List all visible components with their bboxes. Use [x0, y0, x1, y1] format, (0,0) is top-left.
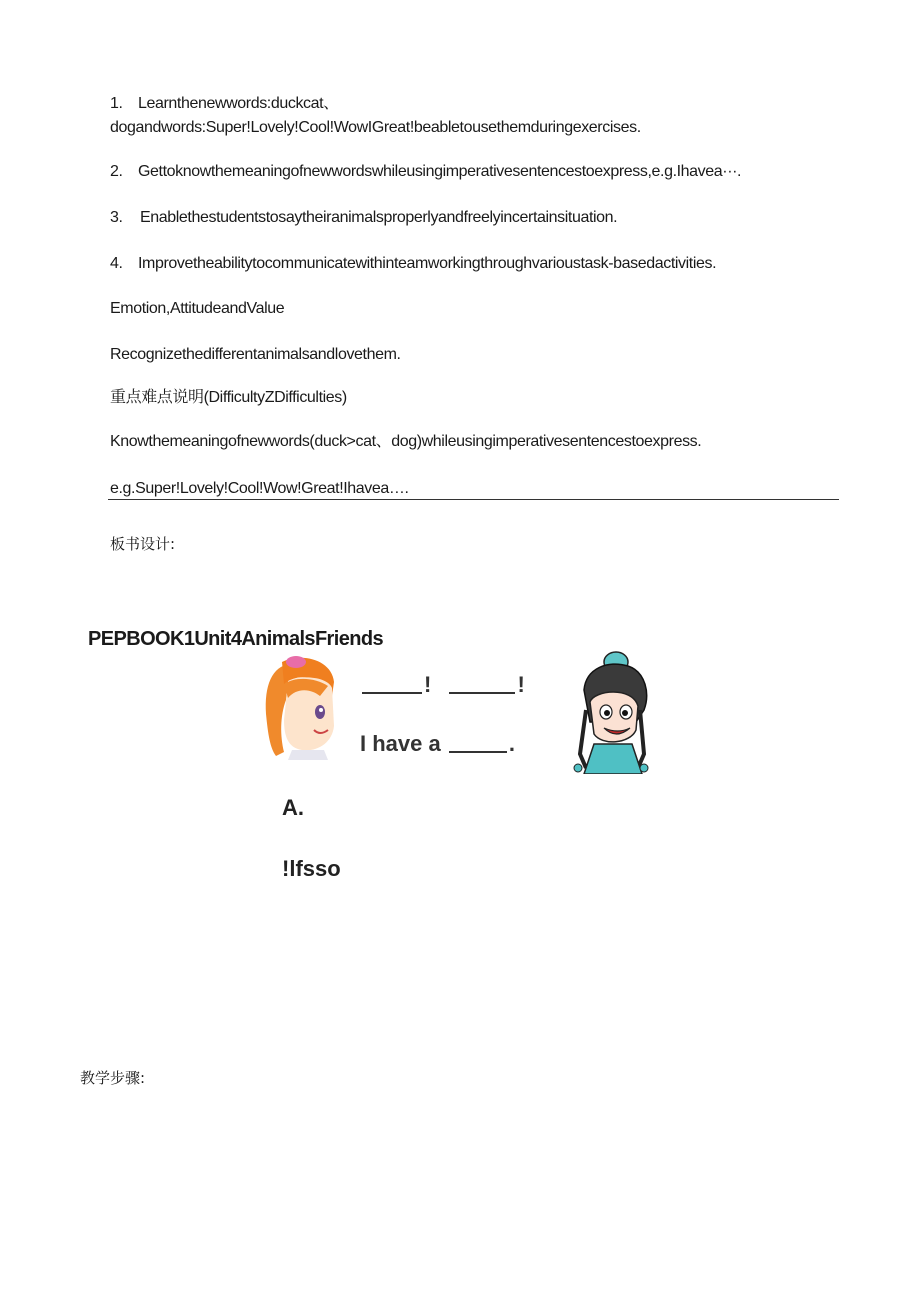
emotion-heading: Emotion,AttitudeandValue — [110, 300, 285, 317]
objective-1-line1 — [110, 94, 339, 114]
sentence-frame-have — [360, 731, 515, 757]
objective-4 — [110, 254, 716, 274]
board-line-b: !lfsso — [282, 856, 341, 881]
objective-3 — [110, 208, 617, 228]
objective-4-text: Improvetheabilitytocommunicatewithinteamworkingthroughvarioustask-basedactivities. — [138, 255, 717, 272]
cartoon-kid-illustration — [572, 650, 652, 774]
objective-3-number: 3. — [110, 209, 123, 226]
objective-2 — [110, 162, 741, 182]
girl-illustration — [262, 656, 352, 760]
board-title: PEPBOOK1Unit4AnimalsFriends — [88, 628, 383, 650]
blank-1 — [362, 692, 422, 694]
blank-3 — [449, 751, 507, 753]
period: . — [508, 731, 515, 756]
exclaim-2: ! — [517, 672, 525, 697]
teaching-steps-label: 教学步骤: — [80, 1069, 146, 1087]
objective-3-text: Enablethestudentstosaytheiranimalsproperlyandfreelyincertainsituation. — [140, 209, 618, 226]
blank-2 — [449, 692, 515, 694]
difficulty-line1: Knowthemeaningofnewwords(duck>cat、dog)whileusingimperativesentencestoexpress. — [110, 433, 702, 450]
difficulty-line2: e.g.Super!Lovely!Cool!Wow!Great!Ihavea…. — [110, 480, 409, 497]
emotion-text: Recognizethedifferentanimalsandlovethem. — [110, 346, 401, 363]
objective-1-line2: dogandwords:Super!Lovely!Cool!WowIGreat!beabletousethemduringexercises. — [110, 119, 641, 136]
objective-4-number: 4. — [110, 255, 123, 272]
sentence-frame-exclaims — [360, 672, 525, 698]
have-text: I have a — [360, 731, 441, 756]
objective-1-text: Learnthenewwords:duckcat、 — [138, 95, 339, 112]
objective-2-number: 2. — [110, 163, 123, 180]
exclaim-1: ! — [424, 672, 432, 697]
divider-line — [108, 499, 839, 500]
objective-2-text: Gettoknowthemeaningofnewwordswhileusingimperativesentencestoexpress,e.g.Ihavea···. — [138, 163, 742, 180]
board-line-a: A. — [282, 795, 304, 820]
difficulty-heading: 重点难点说明(DifficultyZDifficulties) — [110, 389, 347, 406]
objective-1-number: 1. — [110, 95, 123, 112]
board-design-label: 板书设计: — [110, 535, 176, 553]
